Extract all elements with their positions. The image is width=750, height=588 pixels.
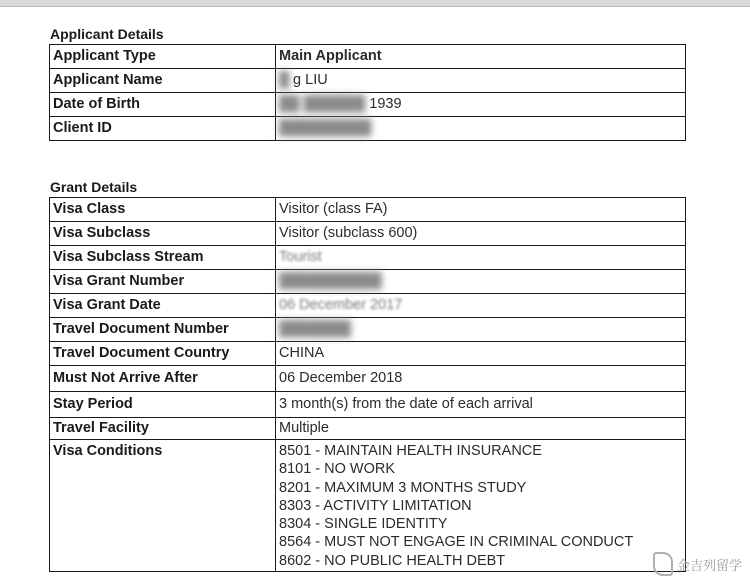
grant-date-value: 06 December 2017 xyxy=(279,297,403,313)
row-label: Visa Class xyxy=(50,198,276,222)
row-label: Visa Conditions xyxy=(50,440,276,572)
watermark-text: 金吉列留学 xyxy=(676,557,742,573)
condition-item: 8501 - MAINTAIN HEALTH INSURANCE xyxy=(279,443,542,459)
row-label: Client ID xyxy=(50,117,276,141)
grant-details-table xyxy=(49,197,686,572)
row-label: Visa Grant Date xyxy=(50,294,276,318)
table-row xyxy=(50,69,686,93)
row-label: Date of Birth xyxy=(50,93,276,117)
table-row xyxy=(50,418,686,440)
row-label: Visa Subclass xyxy=(50,222,276,246)
row-value: ██████████ xyxy=(276,270,686,294)
applicant-name-visible: g LIU xyxy=(293,72,328,88)
applicant-details-table xyxy=(49,44,686,141)
table-row xyxy=(50,318,686,342)
table-row xyxy=(50,342,686,366)
row-value: 3 month(s) from the date of each arrival xyxy=(276,392,686,418)
table-row xyxy=(50,294,686,318)
birth-year-visible: 1939 xyxy=(369,96,402,112)
window-top-edge xyxy=(0,0,750,7)
row-label: Stay Period xyxy=(50,392,276,418)
table-row xyxy=(50,117,686,141)
row-value: ██ ██████ 1939 xyxy=(276,93,686,117)
row-label: Must Not Arrive After xyxy=(50,366,276,392)
row-value: █████████ xyxy=(276,117,686,141)
row-value: ███████ xyxy=(276,318,686,342)
visa-conditions-list xyxy=(276,440,686,572)
row-label: Applicant Type xyxy=(50,45,276,69)
condition-item: 8602 - NO PUBLIC HEALTH DEBT xyxy=(279,552,506,569)
row-value xyxy=(276,294,686,318)
table-row xyxy=(50,45,686,69)
row-label: Applicant Name xyxy=(50,69,276,93)
table-row xyxy=(50,93,686,117)
watermark xyxy=(653,552,742,576)
row-value: CHINA xyxy=(276,342,686,366)
row-label: Travel Facility xyxy=(50,418,276,440)
row-value: 06 December 2018 xyxy=(276,366,686,392)
condition-item: 8201 - MAXIMUM 3 MONTHS STUDY xyxy=(279,479,527,496)
row-value: Multiple xyxy=(276,418,686,440)
row-value: Visitor (subclass 600) xyxy=(276,222,686,246)
table-row xyxy=(50,392,686,418)
brand-logo-icon xyxy=(653,552,673,576)
condition-item: 8101 - NO WORK xyxy=(279,461,396,478)
table-row xyxy=(50,246,686,270)
row-label: Travel Document Country xyxy=(50,342,276,366)
condition-item: 8564 - MUST NOT ENGAGE IN CRIMINAL CONDUCT xyxy=(279,534,634,551)
table-row xyxy=(50,198,686,222)
condition-item: 8304 - SINGLE IDENTITY xyxy=(279,516,448,533)
table-row xyxy=(50,222,686,246)
row-label: Visa Subclass Stream xyxy=(50,246,276,270)
table-row xyxy=(50,366,686,392)
row-value xyxy=(276,246,686,270)
row-label: Visa Grant Number xyxy=(50,270,276,294)
row-value: Visitor (class FA) xyxy=(276,198,686,222)
row-value: Main Applicant xyxy=(276,45,686,69)
row-value: █ g LIU xyxy=(276,69,686,93)
table-row xyxy=(50,440,686,572)
table-row xyxy=(50,270,686,294)
condition-item: 8303 - ACTIVITY LIMITATION xyxy=(279,497,472,514)
applicant-details-title: Applicant Details xyxy=(50,26,164,42)
grant-details-title: Grant Details xyxy=(50,179,138,195)
stream-value: Tourist xyxy=(279,249,322,265)
row-label: Travel Document Number xyxy=(50,318,276,342)
